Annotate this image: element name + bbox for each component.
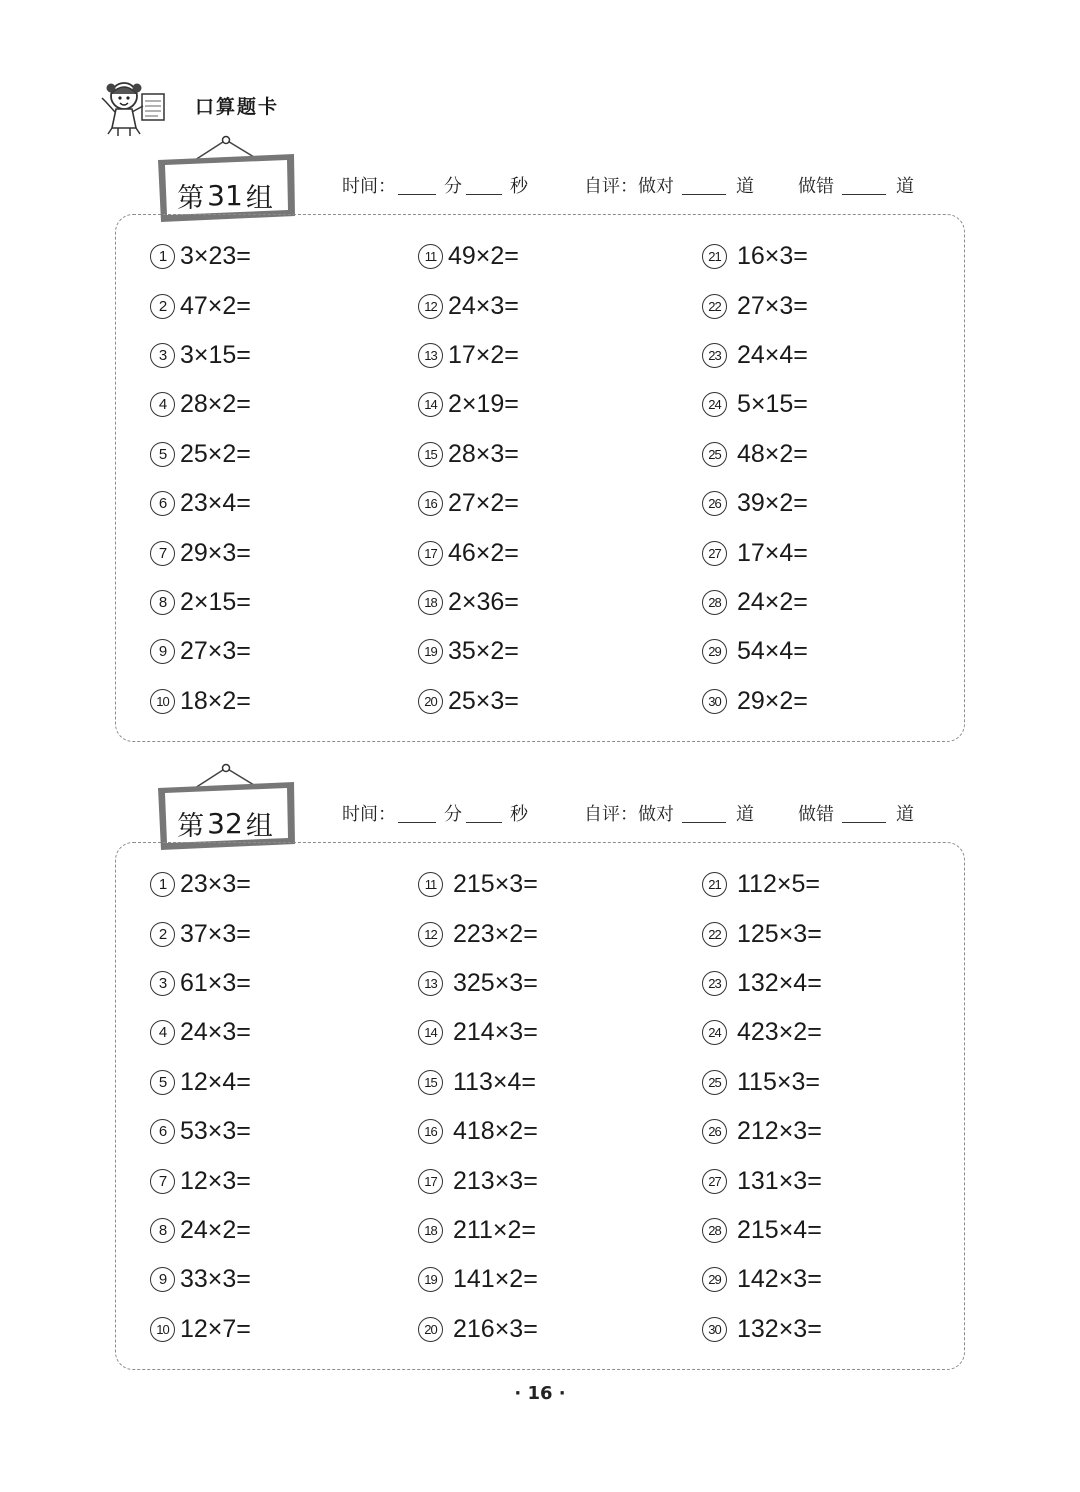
- problem-number: 7: [150, 541, 175, 566]
- problem-expression: 25×3=: [448, 686, 519, 715]
- problem-expression: 53×3=: [180, 1117, 251, 1146]
- girl-mascot-icon: [98, 76, 172, 138]
- problem-column: [150, 232, 251, 726]
- card-title: 口算题卡: [195, 96, 280, 118]
- problem-number: 18: [418, 590, 443, 615]
- problem-expression: 132×4=: [737, 968, 822, 997]
- problem-item: [150, 528, 251, 577]
- problem-number: 22: [702, 294, 727, 319]
- time-label: 时间：: [342, 804, 396, 825]
- problem-expression: 24×3=: [180, 1018, 251, 1047]
- minute-label: 分: [444, 804, 462, 825]
- problem-expression: 215×3=: [453, 870, 538, 899]
- problem-item: [702, 578, 808, 627]
- second-label: 秒: [510, 804, 528, 825]
- problem-expression: 3×15=: [180, 340, 251, 369]
- problem-item: [150, 232, 251, 281]
- problem-expression: 211×2=: [453, 1215, 536, 1244]
- problem-expression: 2×15=: [180, 587, 251, 616]
- problem-item: [702, 479, 808, 528]
- wrong-unit-label: 道: [896, 176, 914, 197]
- problem-item: [702, 677, 808, 726]
- page-number: · 16 ·: [514, 1383, 566, 1404]
- problem-number: 17: [418, 1169, 443, 1194]
- problem-item: [418, 1255, 538, 1304]
- problem-item: [702, 1008, 822, 1057]
- problem-number: 18: [418, 1218, 443, 1243]
- problem-expression: 5×15=: [737, 390, 808, 419]
- problem-number: 26: [702, 1119, 727, 1144]
- problem-column: [702, 232, 808, 726]
- problem-item: [702, 1107, 822, 1156]
- problem-number: 29: [702, 639, 727, 664]
- problem-number: 19: [418, 1267, 443, 1292]
- wrong-count-blank[interactable]: [842, 176, 886, 195]
- minutes-blank[interactable]: [398, 804, 436, 823]
- seconds-blank[interactable]: [466, 804, 502, 823]
- problem-item: [418, 1156, 538, 1205]
- problem-expression: 48×2=: [737, 439, 808, 468]
- problem-expression: 29×3=: [180, 538, 251, 567]
- problem-item: [418, 578, 519, 627]
- problem-expression: 216×3=: [453, 1314, 538, 1343]
- wrong-label: 做错: [798, 804, 834, 825]
- problem-number: 26: [702, 491, 727, 516]
- problem-expression: 46×2=: [448, 538, 519, 567]
- group-suffix: 组: [245, 810, 273, 842]
- problem-number: 12: [418, 294, 443, 319]
- problem-item: [702, 959, 822, 1008]
- problem-expression: 215×4=: [737, 1215, 822, 1244]
- problem-expression: 27×3=: [737, 291, 808, 320]
- problem-number: 16: [418, 491, 443, 516]
- problem-number: 30: [702, 1317, 727, 1342]
- correct-unit-label: 道: [736, 176, 754, 197]
- correct-unit-label: 道: [736, 804, 754, 825]
- problem-item: [418, 677, 519, 726]
- problem-item: [702, 1206, 822, 1255]
- problem-expression: 28×2=: [180, 390, 251, 419]
- problem-item: [418, 528, 519, 577]
- problem-item: [702, 331, 808, 380]
- problem-item: [702, 909, 822, 958]
- problem-number: 9: [150, 639, 175, 664]
- problem-item: [150, 430, 251, 479]
- problem-number: 20: [418, 689, 443, 714]
- problem-expression: 115×3=: [737, 1067, 820, 1096]
- time-field: [342, 800, 528, 826]
- problem-item: [702, 430, 808, 479]
- problem-item: [702, 1305, 822, 1354]
- problem-number: 1: [150, 872, 175, 897]
- problem-number: 23: [702, 343, 727, 368]
- problem-number: 24: [702, 392, 727, 417]
- wrong-label: 做错: [798, 176, 834, 197]
- problem-number: 28: [702, 590, 727, 615]
- problem-expression: 29×2=: [737, 686, 808, 715]
- correct-count-blank[interactable]: [682, 804, 726, 823]
- problem-expression: 112×5=: [737, 870, 820, 899]
- problem-expression: 27×3=: [180, 637, 251, 666]
- problem-item: [150, 380, 251, 429]
- problem-column: [150, 860, 251, 1354]
- problem-item: [150, 281, 251, 330]
- problem-number: 6: [150, 491, 175, 516]
- problem-item: [702, 281, 808, 330]
- problem-expression: 418×2=: [453, 1117, 538, 1146]
- problem-expression: 12×7=: [180, 1314, 251, 1343]
- problem-expression: 39×2=: [737, 489, 808, 518]
- time-label: 时间：: [342, 176, 396, 197]
- problem-item: [418, 1206, 538, 1255]
- problem-number: 13: [418, 343, 443, 368]
- problem-expression: 17×4=: [737, 538, 808, 567]
- problem-expression: 25×2=: [180, 439, 251, 468]
- problem-number: 14: [418, 392, 443, 417]
- problem-item: [418, 1058, 538, 1107]
- problem-number: 3: [150, 971, 175, 996]
- problem-item: [702, 1058, 822, 1107]
- problem-number: 6: [150, 1119, 175, 1144]
- minutes-blank[interactable]: [398, 176, 436, 195]
- problem-expression: 142×3=: [737, 1265, 822, 1294]
- problem-expression: 18×2=: [180, 686, 251, 715]
- problem-expression: 423×2=: [737, 1018, 822, 1047]
- time-field: [342, 172, 528, 198]
- problem-number: 10: [150, 1317, 175, 1342]
- problem-expression: 17×2=: [448, 340, 519, 369]
- problem-number: 27: [702, 1169, 727, 1194]
- problem-number: 10: [150, 689, 175, 714]
- correct-count-blank[interactable]: [682, 176, 726, 195]
- problem-number: 3: [150, 343, 175, 368]
- problem-expression: 24×2=: [180, 1215, 251, 1244]
- problem-expression: 132×3=: [737, 1314, 822, 1343]
- problem-number: 8: [150, 1218, 175, 1243]
- problem-expression: 3×23=: [180, 242, 251, 271]
- group-prefix: 第: [177, 810, 205, 842]
- problem-expression: 47×2=: [180, 291, 251, 320]
- problem-expression: 214×3=: [453, 1018, 538, 1047]
- problem-number: 4: [150, 1020, 175, 1045]
- problem-number: 16: [418, 1119, 443, 1144]
- problem-item: [702, 860, 822, 909]
- problem-item: [702, 380, 808, 429]
- problem-item: [418, 281, 519, 330]
- problem-item: [418, 627, 519, 676]
- problem-expression: 12×3=: [180, 1166, 251, 1195]
- problem-number: 9: [150, 1267, 175, 1292]
- problem-number: 19: [418, 639, 443, 664]
- problem-expression: 213×3=: [453, 1166, 538, 1195]
- problem-expression: 61×3=: [180, 968, 251, 997]
- problem-number: 21: [702, 872, 727, 897]
- problem-column: [418, 860, 538, 1354]
- problem-item: [150, 479, 251, 528]
- problem-expression: 24×2=: [737, 587, 808, 616]
- problem-expression: 141×2=: [453, 1265, 538, 1294]
- problem-item: [150, 1255, 251, 1304]
- problem-item: [150, 860, 251, 909]
- problem-number: 2: [150, 922, 175, 947]
- problem-number: 22: [702, 922, 727, 947]
- problem-expression: 325×3=: [453, 968, 538, 997]
- problem-item: [418, 959, 538, 1008]
- problem-expression: 24×3=: [448, 291, 519, 320]
- problem-number: 21: [702, 244, 727, 269]
- problem-number: 2: [150, 294, 175, 319]
- problem-number: 4: [150, 392, 175, 417]
- problem-number: 15: [418, 1070, 443, 1095]
- problem-item: [418, 1305, 538, 1354]
- problem-number: 8: [150, 590, 175, 615]
- problem-expression: 37×3=: [180, 919, 251, 948]
- group-number: 32: [207, 806, 243, 840]
- problem-item: [418, 860, 538, 909]
- problem-number: 20: [418, 1317, 443, 1342]
- problem-number: 25: [702, 442, 727, 467]
- problem-expression: 23×4=: [180, 489, 251, 518]
- second-label: 秒: [510, 176, 528, 197]
- problem-item: [150, 959, 251, 1008]
- problem-item: [150, 1058, 251, 1107]
- problem-expression: 23×3=: [180, 870, 251, 899]
- problem-expression: 54×4=: [737, 637, 808, 666]
- problem-number: 11: [418, 872, 443, 897]
- problem-item: [702, 627, 808, 676]
- problem-number: 14: [418, 1020, 443, 1045]
- group-label: [162, 174, 288, 216]
- self-eval-field: [584, 800, 914, 826]
- problem-item: [418, 909, 538, 958]
- group-label: [162, 802, 288, 844]
- problem-item: [150, 578, 251, 627]
- problem-item: [418, 430, 519, 479]
- problem-number: 25: [702, 1070, 727, 1095]
- problem-expression: 125×3=: [737, 919, 822, 948]
- problem-item: [418, 232, 519, 281]
- problem-number: 28: [702, 1218, 727, 1243]
- problem-expression: 16×3=: [737, 242, 808, 271]
- card-header: [98, 76, 358, 140]
- problem-number: 17: [418, 541, 443, 566]
- problem-column: [418, 232, 519, 726]
- seconds-blank[interactable]: [466, 176, 502, 195]
- problem-item: [150, 677, 251, 726]
- problem-expression: 27×2=: [448, 489, 519, 518]
- group-number: 31: [207, 178, 243, 212]
- group-suffix: 组: [245, 182, 273, 214]
- problem-item: [702, 528, 808, 577]
- problem-column: [702, 860, 822, 1354]
- problem-item: [418, 479, 519, 528]
- problem-item: [150, 331, 251, 380]
- problem-number: 15: [418, 442, 443, 467]
- problem-expression: 212×3=: [737, 1117, 822, 1146]
- problem-expression: 28×3=: [448, 439, 519, 468]
- problem-item: [150, 1107, 251, 1156]
- problem-expression: 113×4=: [453, 1067, 536, 1096]
- problem-item: [150, 1156, 251, 1205]
- problem-expression: 2×36=: [448, 587, 519, 616]
- problem-expression: 2×19=: [448, 390, 519, 419]
- problem-number: 7: [150, 1169, 175, 1194]
- problem-number: 13: [418, 971, 443, 996]
- problem-item: [418, 331, 519, 380]
- problem-number: 12: [418, 922, 443, 947]
- problem-number: 5: [150, 442, 175, 467]
- problem-item: [150, 909, 251, 958]
- problem-number: 27: [702, 541, 727, 566]
- self-eval-label: 自评：做对: [584, 176, 674, 197]
- problem-item: [702, 232, 808, 281]
- problem-expression: 12×4=: [180, 1067, 251, 1096]
- wrong-count-blank[interactable]: [842, 804, 886, 823]
- wrong-unit-label: 道: [896, 804, 914, 825]
- problem-item: [150, 1206, 251, 1255]
- problem-item: [418, 1107, 538, 1156]
- problem-expression: 49×2=: [448, 242, 519, 271]
- minute-label: 分: [444, 176, 462, 197]
- problem-number: 23: [702, 971, 727, 996]
- problem-item: [702, 1156, 822, 1205]
- problem-item: [418, 1008, 538, 1057]
- problem-number: 1: [150, 244, 175, 269]
- problem-number: 29: [702, 1267, 727, 1292]
- problem-expression: 223×2=: [453, 919, 538, 948]
- self-eval-field: [584, 172, 914, 198]
- problem-expression: 131×3=: [737, 1166, 822, 1195]
- problem-expression: 35×2=: [448, 637, 519, 666]
- self-eval-label: 自评：做对: [584, 804, 674, 825]
- problem-number: 30: [702, 689, 727, 714]
- problem-expression: 24×4=: [737, 340, 808, 369]
- problem-expression: 33×3=: [180, 1265, 251, 1294]
- problem-item: [418, 380, 519, 429]
- problem-item: [150, 627, 251, 676]
- problem-number: 11: [418, 244, 443, 269]
- problem-item: [150, 1008, 251, 1057]
- problem-number: 5: [150, 1070, 175, 1095]
- problem-number: 24: [702, 1020, 727, 1045]
- group-prefix: 第: [177, 182, 205, 214]
- problem-item: [702, 1255, 822, 1304]
- problem-item: [150, 1305, 251, 1354]
